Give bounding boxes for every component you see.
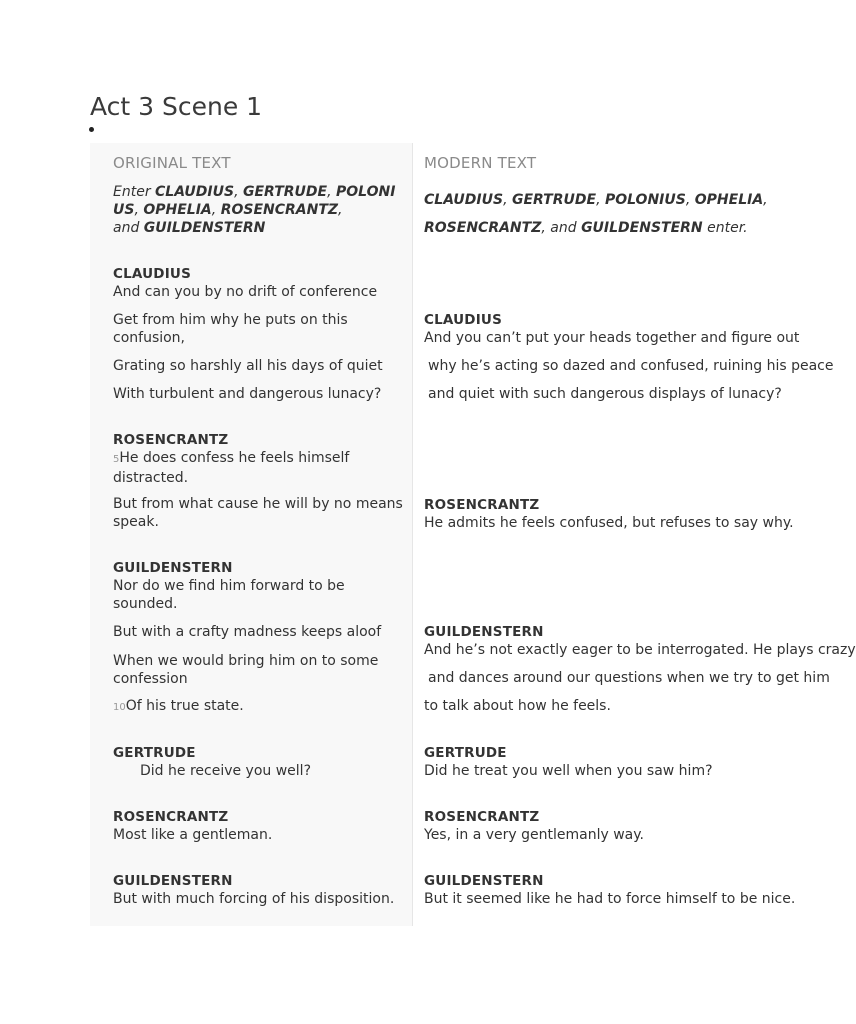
speaker-name: GERTRUDE — [113, 745, 196, 761]
original-stage-direction-line1: Enter CLAUDIUS, GERTRUDE, POLONI — [113, 184, 396, 200]
modern-line: why he’s acting so dazed and confused, ruining his peace — [428, 358, 834, 374]
modern-line: But it seemed like he had to force himself to be nice. — [424, 891, 796, 907]
original-line: 5He does confess he feels himself distracted. — [113, 450, 350, 486]
modern-line: And you can’t put your heads together and figure out — [424, 330, 800, 346]
modern-stage-direction-line2: ROSENCRANTZ, and GUILDENSTERN enter. — [424, 220, 748, 236]
original-stage-direction-line3: and GUILDENSTERN — [113, 220, 266, 236]
modern-line: to talk about how he feels. — [424, 698, 611, 714]
speaker-name: ROSENCRANTZ — [113, 432, 229, 448]
original-line: 10Of his true state. — [113, 698, 244, 714]
original-line: But with much forcing of his disposition. — [113, 891, 395, 907]
speaker-name: ROSENCRANTZ — [424, 809, 540, 825]
speaker-name: ROSENCRANTZ — [424, 497, 540, 513]
speaker-name: CLAUDIUS — [424, 312, 503, 328]
bullet-dot — [89, 127, 94, 132]
original-line: With turbulent and dangerous lunacy? — [113, 386, 382, 402]
modern-line: He admits he feels confused, but refuses to say why. — [424, 515, 794, 531]
speaker-name: CLAUDIUS — [113, 266, 192, 282]
modern-line: and dances around our questions when we try to get him — [428, 670, 830, 686]
page-title: Act 3 Scene 1 — [90, 92, 263, 121]
original-line: Get from him why he puts on this confusion, — [113, 312, 348, 346]
original-line: Most like a gentleman. — [113, 827, 273, 843]
speaker-name: GUILDENSTERN — [424, 624, 544, 640]
modern-stage-direction-line1: CLAUDIUS, GERTRUDE, POLONIUS, OPHELIA, — [424, 192, 768, 208]
original-line: When we would bring him on to some confession — [113, 653, 379, 687]
speaker-name: GERTRUDE — [424, 745, 507, 761]
modern-text-header: MODERN TEXT — [424, 154, 537, 172]
line-number: 10 — [113, 702, 126, 713]
original-stage-direction-line2: US, OPHELIA, ROSENCRANTZ, — [113, 202, 343, 218]
original-line: Nor do we find him forward to be sounded. — [113, 578, 345, 612]
column-divider — [412, 143, 413, 926]
speaker-name: GUILDENSTERN — [113, 560, 233, 576]
speaker-name: GUILDENSTERN — [113, 873, 233, 889]
original-text-header: ORIGINAL TEXT — [113, 154, 231, 172]
modern-line: and quiet with such dangerous displays of lunacy? — [428, 386, 782, 402]
original-line: But with a crafty madness keeps aloof — [113, 624, 382, 640]
original-line: But from what cause he will by no means speak. — [113, 496, 403, 530]
original-line: Did he receive you well? — [140, 763, 312, 779]
modern-line: And he’s not exactly eager to be interrogated. He plays crazy — [424, 642, 856, 658]
speaker-name: GUILDENSTERN — [424, 873, 544, 889]
modern-line: Did he treat you well when you saw him? — [424, 763, 713, 779]
line-number: 5 — [113, 454, 120, 465]
speaker-name: ROSENCRANTZ — [113, 809, 229, 825]
original-line: Grating so harshly all his days of quiet — [113, 358, 383, 374]
original-line: And can you by no drift of conference — [113, 284, 378, 300]
modern-line: Yes, in a very gentlemanly way. — [424, 827, 644, 843]
